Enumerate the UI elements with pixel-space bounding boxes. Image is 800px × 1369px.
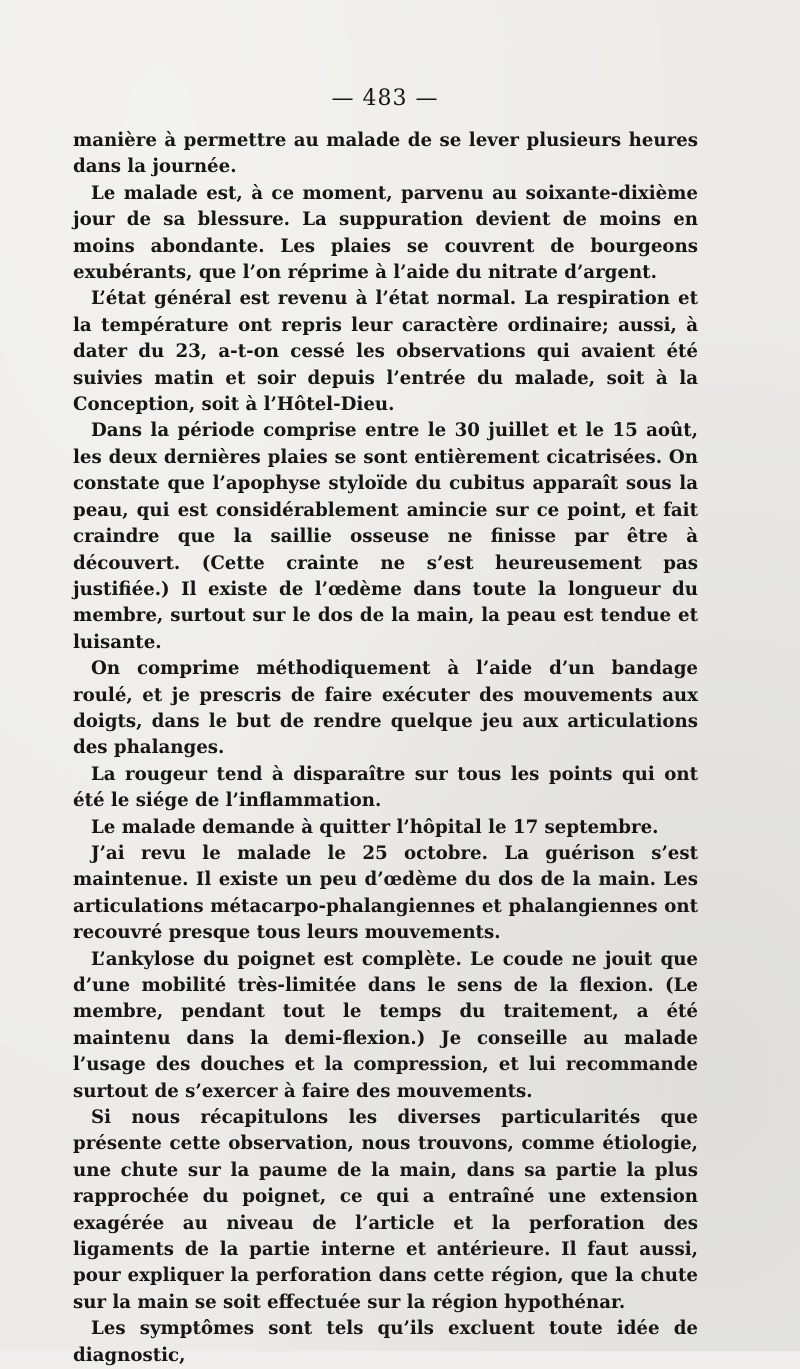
paragraph: La rougeur tend à disparaître sur tous les points qui ont été le siége de l’inflammation. [73,763,698,812]
paragraph: manière à permettre au malade de se lever plusieurs heures dans la journée. [73,130,698,178]
paragraph: L’ankylose du poignet est complète. Le coude ne jouit que d’une mobilité très-limitée dans le sens de la flexion. (Le membre, pendant tout le temps du traitement, a été maintenu dans la demi-flexion.) Je conseille au malade l’usage des douches et la compression, et lui recommande surtout de s’exercer à faire des mouvements. [73,948,698,1102]
paragraph: Dans la période comprise entre le 30 juillet et le 15 août, les deux dernières plaies se sont entièrement cicatrisées. On constate que l’apophyse styloïde du cubitus apparaît sous la peau, qui est considérablement amincie sur ce point, et fait craindre que la saillie osseuse ne finisse par être à découvert. (Cette crainte ne s’est heureusement pas justifiée.) Il existe de l’œdème dans toute la longueur du membre, surtout sur le dos de la main, la peau est tendue et luisante. [73,420,698,653]
paragraph: Le malade demande à quitter l’hôpital le 17 septembre. [91,816,659,838]
page-number: — 483 — [331,86,439,111]
paragraph: Si nous récapitulons les diverses particularités que présente cette observation, nous trouvons, comme étiologie, une chute sur la paume de la main, dans sa partie la plus rapprochée du poignet, ce qui a entraîné une extension exagérée au niveau de l’article et la perforation des ligaments de la partie interne et antérieure. Il faut aussi, pour expliquer la perforation dans cette région, que la chute sur la main se soit effectuée sur la région hypothénar. [73,1107,698,1313]
paragraph: On comprime méthodiquement à l’aide d’un bandage roulé, et je prescris de faire exécuter des mouvements aux doigts, dans le but de rendre quelque jeu aux articulations des phalanges. [73,658,698,759]
paragraph: Le malade est, à ce moment, parvenu au soixante-dixième jour de sa blessure. La suppuration devient de moins en moins abondante. Les plaies se couvrent de bourgeons exubérants, que l’on réprime à l’aide du nitrate d’argent. [73,182,698,284]
paragraph: Les symptômes sont tels qu’ils excluent toute idée de diagnostic, [73,1318,698,1366]
body-text [73,128,698,1369]
paragraph: J’ai revu le malade le 25 octobre. La guérison s’est maintenue. Il existe un peu d’œdème du dos de la main. Les articulations métacarpo-phalangiennes et phalangiennes ont recouvré presque tous leurs mouvements. [73,842,698,944]
paragraph: L’état général est revenu à l’état normal. La respiration et la température ont repris leur caractère ordinaire; aussi, à dater du 23, a-t-on cessé les observations qui avaient été suivies matin et soir depuis l’entrée du malade, soit à la Conception, soit à l’Hôtel-Dieu. [73,288,698,416]
